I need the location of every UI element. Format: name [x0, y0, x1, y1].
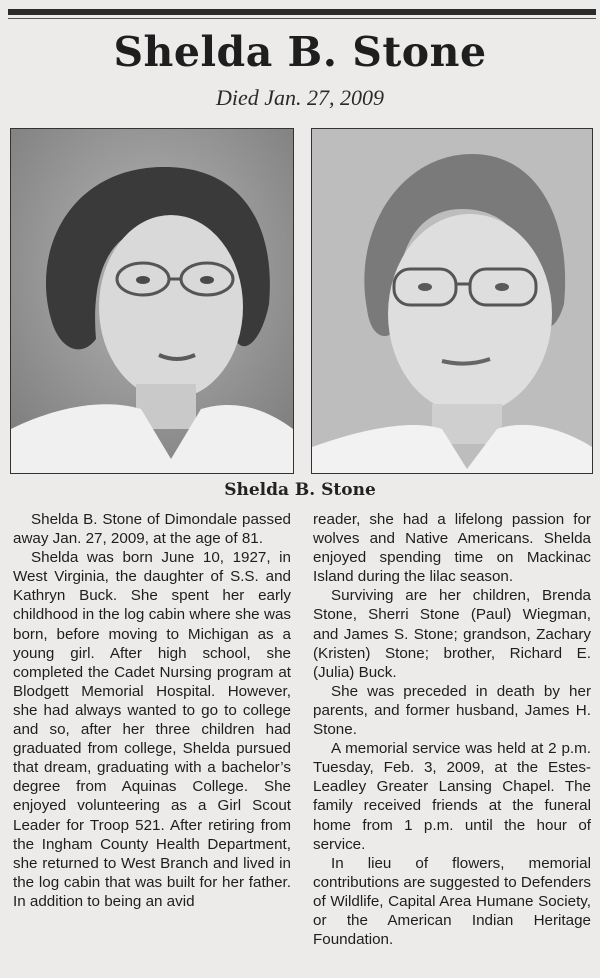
portrait-older-image — [312, 129, 592, 473]
top-rule-thin — [8, 18, 596, 19]
portrait-young-image — [11, 129, 293, 473]
paragraph: In lieu of flowers, memorial contributions are suggested to Defenders of Wildlife, Capital Area Humane Society, or the American Indian Heritage Foundation. — [313, 854, 591, 949]
died-date-line: Died Jan. 27, 2009 — [215, 85, 385, 110]
headline: Shelda B. Stone — [113, 28, 487, 76]
paragraph: Shelda B. Stone of Dimondale passed away Jan. 27, 2009, at the age of 81. — [13, 511, 291, 548]
paragraph: reader, she had a lifelong passion for wolves and Native Americans. Shelda enjoyed spending time on Mackinac Island during the lilac season. — [313, 511, 591, 586]
top-rule — [8, 9, 596, 15]
paragraph: Shelda was born June 10, 1927, in West Virginia, the daughter of S.S. and Kathryn Buck. She spent her early childhood in the log cabin where she was born, before moving to Michigan as a young girl. After high school, she completed the Cadet Nursing program at Blodgett Memorial Hospital. However, she had always wanted to go to college and so, after her three children had graduated from college, Shelda pursued that dream, graduating with a bachelor’s degree from Aquinas College. She enjoyed volunteering as a Girl Scout Leader for Troop 521. After retiring from the Ingham County Health Department, she returned to West Branch and lived in the log cabin that was built for her father. In addition to being an avid — [13, 549, 291, 910]
portrait-photo-young — [10, 128, 294, 474]
photo-caption: Shelda B. Stone — [224, 480, 376, 500]
article-column-right — [313, 510, 591, 949]
paragraph: A memorial service was held at 2 p.m. Tuesday, Feb. 3, 2009, at the Estes-Leadley Greater Lansing Chapel. The family received friends at the funeral home from 1 p.m. until the hour of service. — [313, 740, 591, 853]
paragraph: Surviving are her children, Brenda Stone, Sherri Stone (Paul) Wiegman, and James S. Stone; grandson, Zachary (Kristen) Stone; brother, Richard E. (Julia) Buck. — [313, 587, 591, 681]
article-column-left — [13, 510, 291, 911]
portrait-photo-older — [311, 128, 593, 474]
paragraph: She was preceded in death by her parents, and former husband, James H. Stone. — [313, 682, 591, 739]
